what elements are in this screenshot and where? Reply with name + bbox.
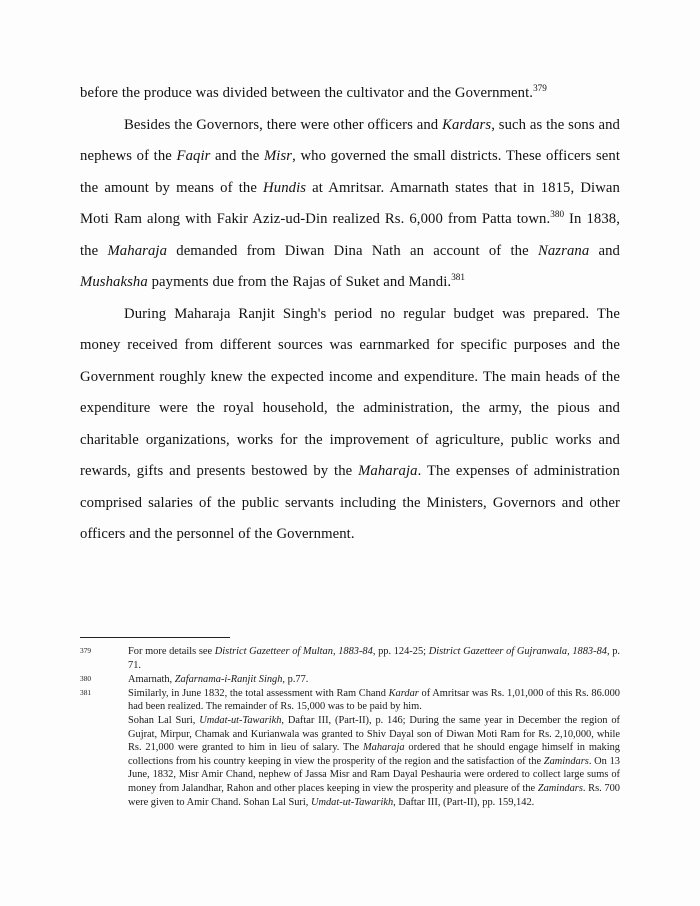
italic-run: Faqir <box>176 148 211 164</box>
paragraph-budget: During Maharaja Ranjit Singh's period no regular budget was prepared. The money received from different sources was earnmarked for specific purposes and the Government roughly knew the expected income and expenditure. The main heads of the expenditure were the royal household, the administration, the army, the pious and charitable organizations, works for the improvement of agriculture, public works and rewards, gifts and presents bestowed by the Maharaja. The expenses of administration comprised salaries of the public servants including the Ministers, Governors and other officers and the personnel of the Government. <box>80 305 620 542</box>
italic-run: Maharaja <box>107 242 168 259</box>
footnote-number: 379 <box>80 646 92 655</box>
footnote-list <box>80 645 620 809</box>
footnote-marker: 379 <box>533 83 547 94</box>
footnote-text: Similarly, in June 1832, the total assessment with Ram Chand Kardar of Amritsar was Rs. 1,01,000 of this Rs. 86.000 had been realized. The remainder of Rs. 15,000 was to be paid by him. Sohan Lal Suri, Umdat-ut-Tawarikh, Daftar III, (Part-II), p. 146; During the same year in December the region of Gujrat, Mirpur, Chamak and Kurianwala was granted to Shiv Dayal son of Diwan Moti Ram for Rs. 2,10,000, while Rs. 21,000 were granted to him in lieu of salary. The Maharaja ordered that he should engage himself in making collections from his country keeping in view the prosperity of the region and the satisfaction of the Zamindars. On 13 June, 1832, Misr Amir Chand, nephew of Jassa Misr and Ram Dayal Peshauria were ordered to collect large sums of money from Jalandhar, Rahon and other places keeping in view the prosperity and pleasure of the Zamindars. Rs. 700 were given to Amir Chand. Sohan Lal Suri, Umdat-ut-Tawarikh, Daftar III, (Part-II), pp. 159,142. <box>128 687 620 808</box>
italic-run: District Gazetteer of Multan, 1883-84 <box>214 646 373 657</box>
italic-run: Kardars <box>442 116 492 133</box>
footnote-separator-rule <box>80 637 230 638</box>
footnote-number: 380 <box>80 673 92 683</box>
footnote-area <box>80 637 620 810</box>
footnote-item <box>80 645 620 672</box>
body-text-column <box>80 78 620 551</box>
italic-run: Umdat-ut-Tawarikh <box>310 796 394 808</box>
footnote-number: 381 <box>80 687 92 697</box>
italic-run: Umdat-ut-Tawarikh <box>199 714 282 726</box>
footnote-marker: 380 <box>550 209 565 220</box>
italic-run: Zamindars <box>543 755 589 767</box>
italic-run: District Gazetteer of Gujranwala, 1883-84 <box>428 646 607 657</box>
italic-run: Maharaja <box>358 463 418 479</box>
paragraph-governors: Besides the Governors, there were other officers and Kardars, such as the sons and nephews of the Faqir and the Misr, who governed the small districts. These officers sent the amount by means of the Hundis at Amritsar. Amarnath states that in 1815, Diwan Moti Ram along with Fakir Aziz-ud-Din realized Rs. 6,000 from Patta town.$^{380}$ In 1838, the Maharaja demanded from Diwan Dina Nath an account of the Nazrana and Mushaksha payments due from the Rajas of Suket and Mandi.$^{381}$ <box>80 116 621 290</box>
footnote-text: Amarnath, Zafarnama-i-Ranjit Singh, p.77. <box>128 673 309 685</box>
footnote-text: For more details see District Gazetteer of Multan, 1883-84, pp. 124-25; District Gazetteer of Gujranwala, 1883-84, p. 71. <box>128 646 621 671</box>
italic-run: Kardar <box>388 687 419 699</box>
footnote-item <box>80 687 620 809</box>
italic-run: Nazrana <box>537 242 590 259</box>
footnote-marker: 381 <box>451 272 465 283</box>
italic-run: Zamindars <box>537 782 583 794</box>
italic-run: Hundis <box>263 179 307 196</box>
italic-run: Maharaja <box>363 742 405 754</box>
italic-run: Zafarnama-i-Ranjit Singh <box>174 673 283 685</box>
italic-run: Mushaksha <box>80 274 148 290</box>
footnote-item <box>80 673 620 687</box>
italic-run: Misr <box>263 148 293 164</box>
paragraph-continuation: before the produce was divided between the cultivator and the Government.$^{379}$ <box>80 83 547 101</box>
